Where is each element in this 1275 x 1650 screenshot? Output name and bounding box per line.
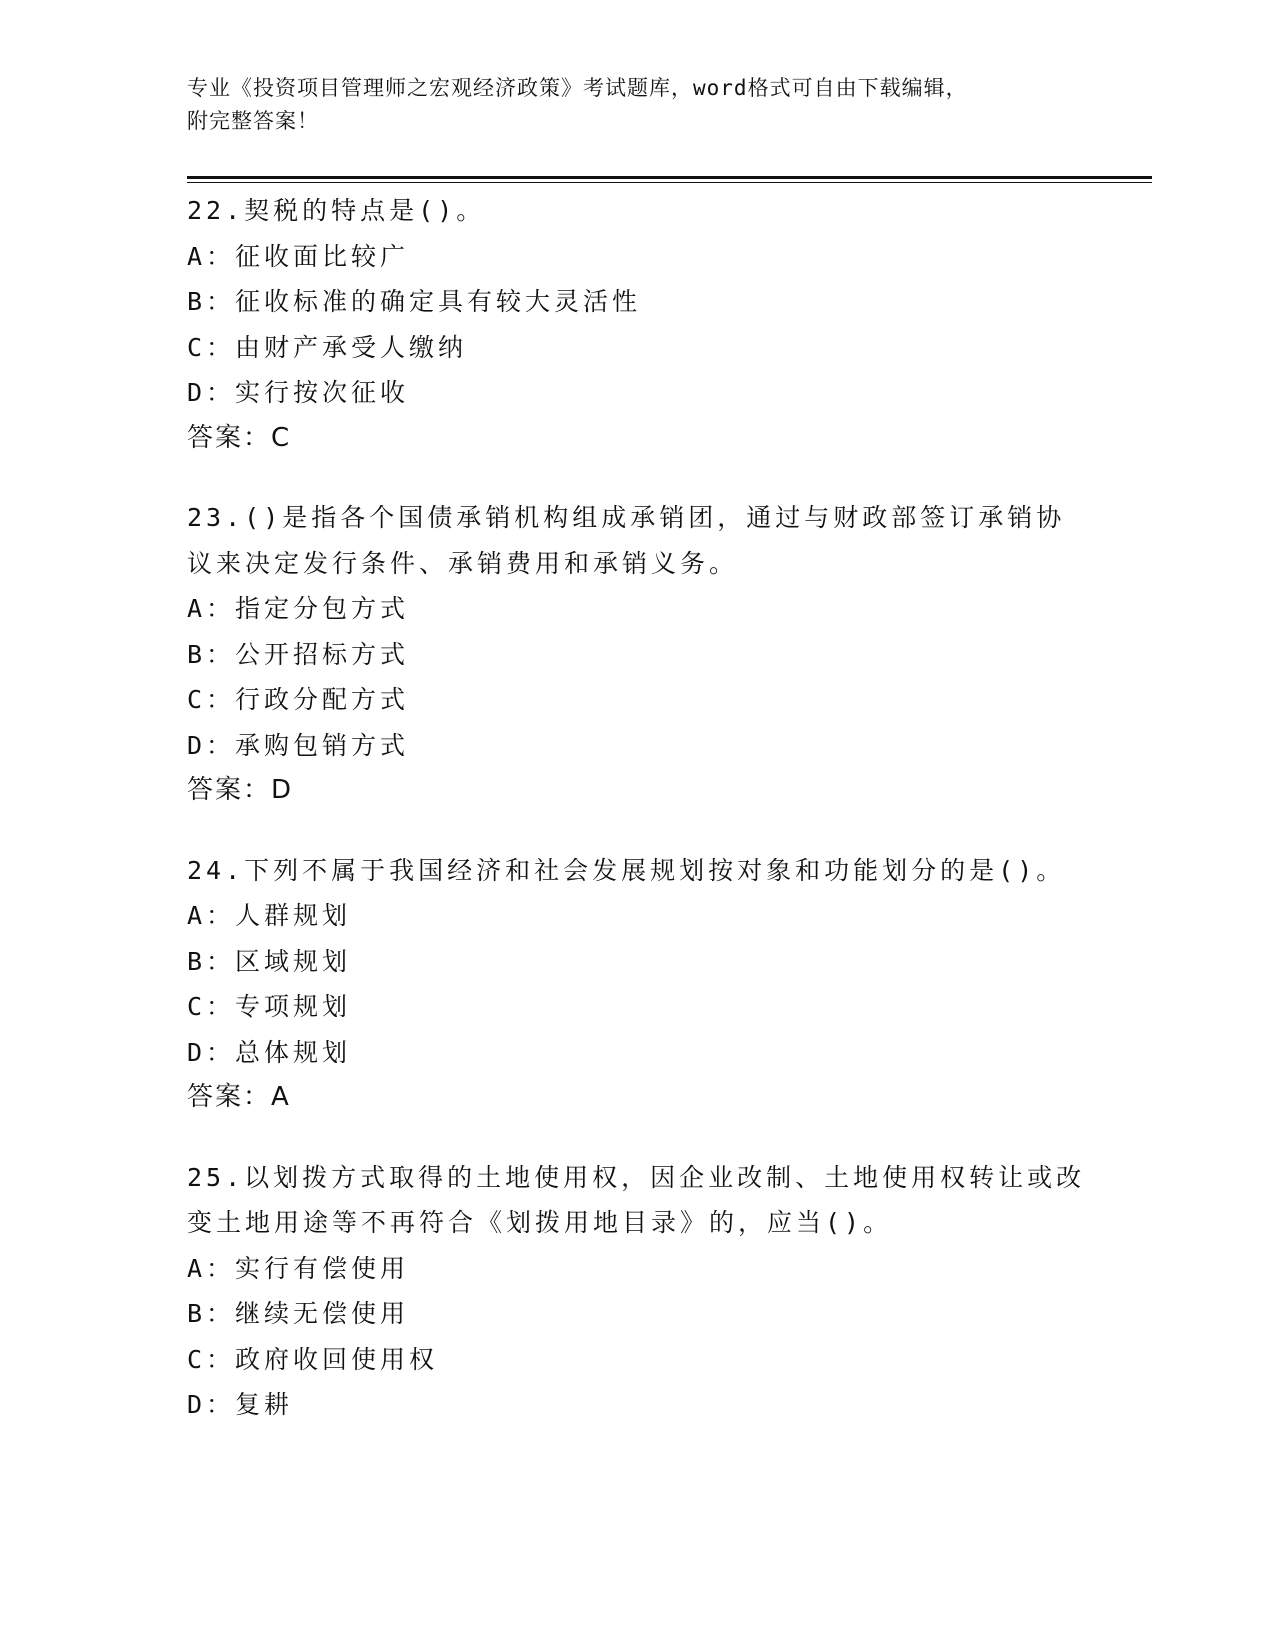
option-c: C：行政分配方式	[187, 685, 410, 714]
option-c: C：由财产承受人缴纳	[187, 332, 468, 362]
document-header	[187, 72, 1087, 138]
answer-line: 答案：C	[187, 422, 292, 453]
option-a: A：人群规划	[187, 901, 352, 930]
answer-line: 答案：A	[187, 1082, 291, 1112]
question-stem: 25.以划拨方式取得的土地使用权，因企业改制、土地使用权转让或改变土地用途等不再符合《划拨用地目录》的，应当()。	[187, 1162, 1086, 1237]
option-b: B：区域规划	[187, 946, 352, 976]
question-25	[187, 1155, 1087, 1428]
option-d: D：实行按次征收	[187, 378, 410, 407]
option-b: B：公开招标方式	[187, 639, 410, 669]
header-line-2: 附完整答案！	[187, 109, 319, 133]
question-23	[187, 495, 1087, 814]
option-d: D：总体规划	[187, 1037, 352, 1067]
option-d: D：复耕	[187, 1390, 294, 1419]
option-c: C：政府收回使用权	[187, 1344, 439, 1374]
question-list	[187, 188, 1087, 1462]
question-stem: 24.下列不属于我国经济和社会发展规划按对象和功能划分的是()。	[187, 855, 1066, 885]
option-c: C：专项规划	[187, 992, 352, 1021]
question-22	[187, 188, 1087, 461]
question-stem: 22.契税的特点是()。	[187, 196, 486, 225]
question-stem: 23.()是指各个国债承销机构组成承销团，通过与财政部签订承销协议来决定发行条件、承销费用和承销义务。	[187, 503, 1066, 578]
header-divider-thin	[187, 182, 1152, 183]
option-a: A：指定分包方式	[187, 594, 410, 623]
header-line-1: 专业《投资项目管理师之宏观经济政策》考试题库，word格式可自由下载编辑，	[187, 76, 968, 100]
option-a: A：征收面比较广	[187, 241, 410, 271]
option-d: D：承购包销方式	[187, 730, 410, 760]
header-divider-thick	[187, 176, 1152, 179]
answer-line: 答案：D	[187, 775, 294, 805]
option-b: B：征收标准的确定具有较大灵活性	[187, 287, 642, 316]
option-b: B：继续无偿使用	[187, 1299, 410, 1328]
question-24	[187, 848, 1087, 1121]
option-a: A：实行有偿使用	[187, 1253, 410, 1283]
